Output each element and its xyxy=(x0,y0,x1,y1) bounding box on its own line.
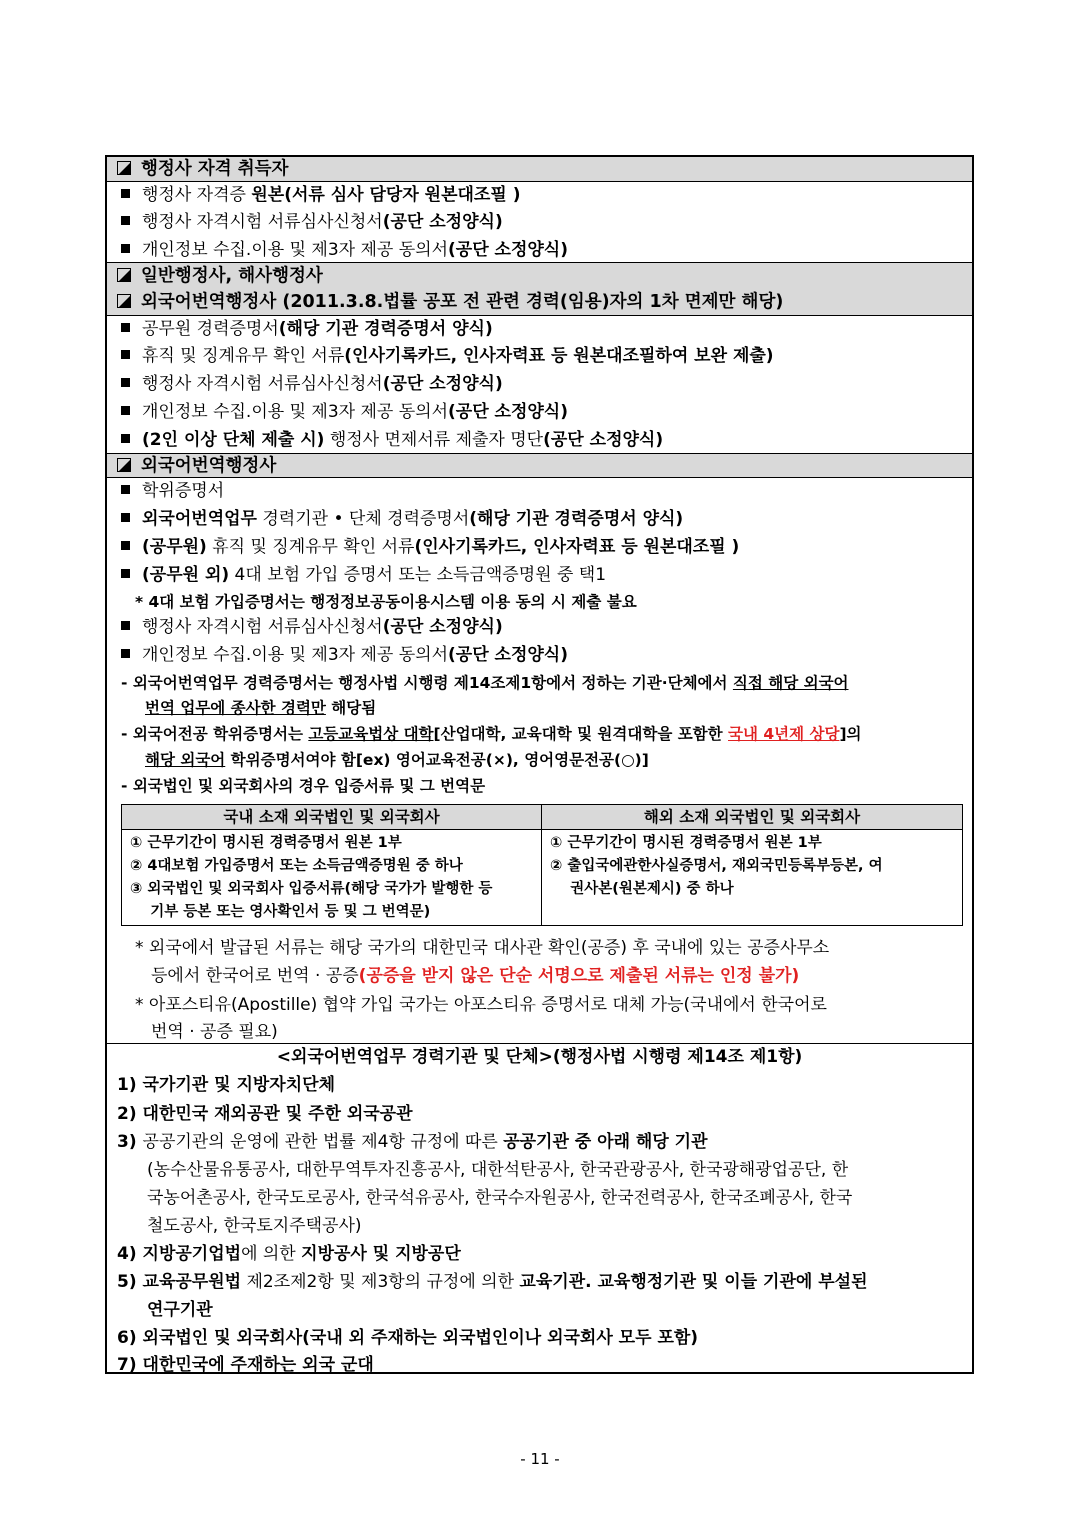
table-header: 해외 소재 외국법인 및 외국회사 xyxy=(542,805,962,830)
institution-list-title: <외국어번역업무 경력기관 및 단체>(행정사법 시행령 제14조 제1항) xyxy=(276,1047,803,1067)
section-title: 외국어번역행정사 (2011.3.8.법률 공포 전 관련 경력(임용)자의 1차 면제만 해당) xyxy=(141,292,784,312)
note-text: * 4대 보험 가입증명서는 행정정보공동이용시스템 이용 동의 시 제출 불요 xyxy=(135,593,637,611)
dash-note-cont: 해당 외국어 학위증명서여야 함[ex) 영어교육전공(×), 영어영문전공(○)] xyxy=(145,751,649,769)
bullet-icon xyxy=(121,378,130,387)
section-header-qualified xyxy=(107,157,972,182)
institution-detail: (농수산물유통공사, 대한무역투자진흥공사, 대한석탄공사, 한국관광공사, 한국광해광업공단, 한 xyxy=(147,1160,849,1180)
list-item: 행정사 자격증 원본(서류 심사 담당자 원본대조필 ) xyxy=(121,182,962,208)
checkbox-square-icon xyxy=(117,161,131,175)
list-item: (공무원 외) 4대 보험 가입 증명서 또는 소득금액증명원 중 택1 xyxy=(121,562,962,588)
section-title: 행정사 자격 취득자 xyxy=(141,159,289,179)
list-item: 개인정보 수집.이용 및 제3자 제공 동의서(공단 소정양식) xyxy=(121,237,962,263)
evidence-table xyxy=(121,804,963,926)
checkbox-square-icon xyxy=(117,294,131,308)
list-item: 행정사 자격시험 서류심사신청서(공단 소정양식) xyxy=(121,371,962,397)
checkbox-square-icon xyxy=(117,458,131,472)
page-number: - 11 - xyxy=(520,1450,560,1468)
list-item: 행정사 자격시험 서류심사신청서(공단 소정양식) xyxy=(121,209,962,235)
list-item: 공무원 경력증명서(해당 기관 경력증명서 양식) xyxy=(121,316,962,342)
bullet-icon xyxy=(121,189,130,198)
institution-item: 2) 대한민국 재외공관 및 주한 외국공관 xyxy=(117,1104,413,1124)
institution-item: 5) 교육공무원법 제2조제2항 및 제3항의 규정에 의한 교육기관. 교육행정기관 및 이들 기관에 부설된 xyxy=(117,1272,868,1292)
table-cell: ① 근무기간이 명시된 경력증명서 원본 1부 ② 출입국에관한사실증명서, 재외국민등록부등본, 여 권사본(원본제시) 중 하나 xyxy=(550,835,883,897)
list-item: 학위증명서 xyxy=(121,478,962,504)
section-title: 외국어번역행정사 xyxy=(141,456,277,476)
bullet-icon xyxy=(121,350,130,359)
table-column-overseas xyxy=(542,805,962,925)
institution-item: 1) 국가기관 및 지방자치단체 xyxy=(117,1075,335,1095)
bullet-icon xyxy=(121,216,130,225)
star-note-cont: 번역 · 공증 필요) xyxy=(151,1022,278,1042)
checkbox-square-icon xyxy=(117,268,131,282)
table-cell: ① 근무기간이 명시된 경력증명서 원본 1부 ② 4대보험 가입증명서 또는 소득금액증명원 중 하나 ③ 외국법인 및 외국회사 입증서류(해당 국가가 발행한 등 기부 등본 또는 영사확인서 등 및 그 번역문) xyxy=(130,835,493,920)
star-note: * 외국에서 발급된 서류는 해당 국가의 대한민국 대사관 확인(공증) 후 국내에 있는 공증사무소 xyxy=(135,938,830,958)
section-header-translation xyxy=(107,453,972,478)
star-note-cont: 등에서 한국어로 번역 · 공증(공증을 받지 않은 단순 서명으로 제출된 서류는 인정 불가) xyxy=(151,966,800,986)
dash-note: - 외국어번역업무 경력증명서는 행정사법 시행령 제14조제1항에서 정하는 기관·단체에서 직접 해당 외국어 xyxy=(121,674,849,692)
institution-item: 3) 공공기관의 운영에 관한 법률 제4항 규정에 따른 공공기관 중 아래 해당 기관 xyxy=(117,1132,708,1152)
section-header-general xyxy=(107,262,972,316)
bullet-icon xyxy=(121,569,130,578)
table-header: 국내 소재 외국법인 및 외국회사 xyxy=(122,805,541,830)
bullet-icon xyxy=(121,621,130,630)
list-item: 휴직 및 징계유무 확인 서류(인사기록카드, 인사자력표 등 원본대조필하여 보완 제출) xyxy=(121,343,962,369)
institution-detail: 철도공사, 한국토지주택공사) xyxy=(147,1216,362,1236)
document-frame xyxy=(105,155,974,1374)
bullet-icon xyxy=(121,513,130,522)
star-note: * 아포스티유(Apostille) 협약 가입 국가는 아포스티유 증명서로 대체 가능(국내에서 한국어로 xyxy=(135,995,827,1015)
list-item: 행정사 자격시험 서류심사신청서(공단 소정양식) xyxy=(121,614,962,640)
table-column-domestic xyxy=(122,805,542,925)
list-item: 개인정보 수집.이용 및 제3자 제공 동의서(공단 소정양식) xyxy=(121,399,962,425)
bullet-icon xyxy=(121,244,130,253)
bullet-icon xyxy=(121,649,130,658)
bullet-icon xyxy=(121,541,130,550)
bullet-icon xyxy=(121,485,130,494)
section-title: 일반행정사, 해사행정사 xyxy=(141,266,323,286)
bullet-icon xyxy=(121,434,130,443)
list-item: 외국어번역업무 경력기관 • 단체 경력증명서(해당 기관 경력증명서 양식) xyxy=(121,506,962,532)
institution-detail: 연구기관 xyxy=(147,1300,213,1320)
dash-note: - 외국법인 및 외국회사의 경우 입증서류 및 그 번역문 xyxy=(121,777,486,795)
list-item: 개인정보 수집.이용 및 제3자 제공 동의서(공단 소정양식) xyxy=(121,642,962,668)
institution-item: 6) 외국법인 및 외국회사(국내 외 주재하는 외국법인이나 외국회사 모두 포함) xyxy=(117,1328,699,1348)
institution-item: 7) 대한민국에 주재하는 외국 군대 xyxy=(117,1355,374,1375)
bullet-icon xyxy=(121,323,130,332)
dash-note: - 외국어전공 학위증명서는 고등교육법상 대학[산업대학, 교육대학 및 원격대학을 포함한 국내 4년제 상당]의 xyxy=(121,725,862,743)
list-item: (공무원) 휴직 및 징계유무 확인 서류(인사기록카드, 인사자력표 등 원본대조필 ) xyxy=(121,534,962,560)
institution-detail: 국농어촌공사, 한국도로공사, 한국석유공사, 한국수자원공사, 한국전력공사, 한국조폐공사, 한국 xyxy=(147,1188,853,1208)
list-item: (2인 이상 단체 제출 시) 행정사 면제서류 제출자 명단(공단 소정양식) xyxy=(121,427,962,453)
institution-item: 4) 지방공기업법에 의한 지방공사 및 지방공단 xyxy=(117,1244,461,1264)
dash-note-cont: 번역 업무에 종사한 경력만 해당됨 xyxy=(145,699,377,717)
bullet-icon xyxy=(121,406,130,415)
